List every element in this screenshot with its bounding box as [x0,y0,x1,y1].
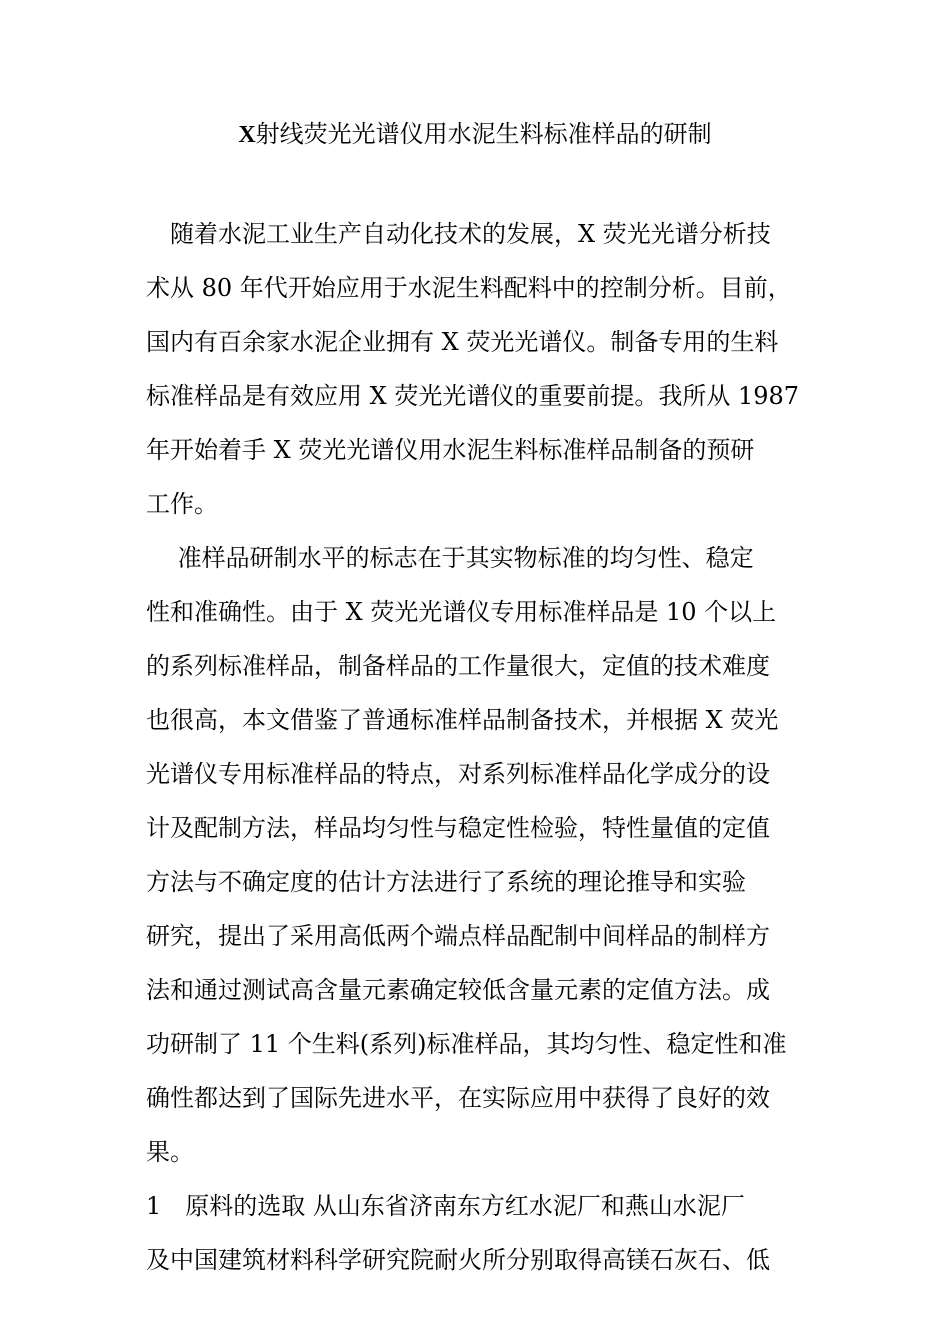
paragraph-2-line-11: 确性都达到了国际先进水平，在实际应用中获得了良好的效 [146,1084,770,1112]
paragraph-2-line-10: 功研制了 11 个生料(系列)标准样品，其均匀性、稳定性和准 [146,1030,787,1058]
document-title [146,116,804,153]
paragraph-1-line-2: 术从 80 年代开始应用于水泥生料配料中的控制分析。目前， [146,274,792,302]
paragraph-2-line-4: 也很高，本文借鉴了普通标准样品制备技术，并根据 X 荧光 [146,706,779,734]
title-lead: X [238,122,256,148]
paragraph-2-line-8: 研究，提出了采用高低两个端点样品配制中间样品的制样方 [146,922,770,950]
paragraph-2-line-12: 果。 [146,1138,194,1166]
paragraph-1-line-5: 年开始着手 X 荧光光谱仪用水泥生料标准样品制备的预研 [146,436,755,464]
title-rest: 射线荧光光谱仪用水泥生料标准样品的研制 [255,120,712,148]
paragraph-2-line-1: 准样品研制水平的标志在于其实物标准的均匀性、稳定 [146,544,754,572]
paragraph-1-line-6: 工作。 [146,490,218,518]
paragraph-1-line-3: 国内有百余家水泥企业拥有 X 荧光光谱仪。制备专用的生料 [146,328,779,356]
section-1-line-2: 及中国建筑材料科学研究院耐火所分别取得高镁石灰石、低 [146,1246,770,1274]
paragraph-2-line-6: 计及配制方法，样品均匀性与稳定性检验，特性量值的定值 [146,814,770,842]
section-1-line-1: 1 原料的选取 从山东省济南东方红水泥厂和燕山水泥厂 [146,1192,745,1220]
paragraph-2-line-3: 的系列标准样品，制备样品的工作量很大，定值的技术难度 [146,652,770,680]
paragraph-2-line-5: 光谱仪专用标准样品的特点，对系列标准样品化学成分的设 [146,760,770,788]
paragraph-2-line-9: 法和通过测试高含量元素确定较低含量元素的定值方法。成 [146,976,770,1004]
paragraph-1-line-1: 随着水泥工业生产自动化技术的发展，X 荧光光谱分析技 [146,220,771,248]
paragraph-1-line-4: 标准样品是有效应用 X 荧光光谱仪的重要前提。我所从 1987 [146,382,800,410]
paragraph-2-line-7: 方法与不确定度的估计方法进行了系统的理论推导和实验 [146,868,746,896]
paragraph-2-line-2: 性和准确性。由于 X 荧光光谱仪专用标准样品是 10 个以上 [146,598,777,626]
